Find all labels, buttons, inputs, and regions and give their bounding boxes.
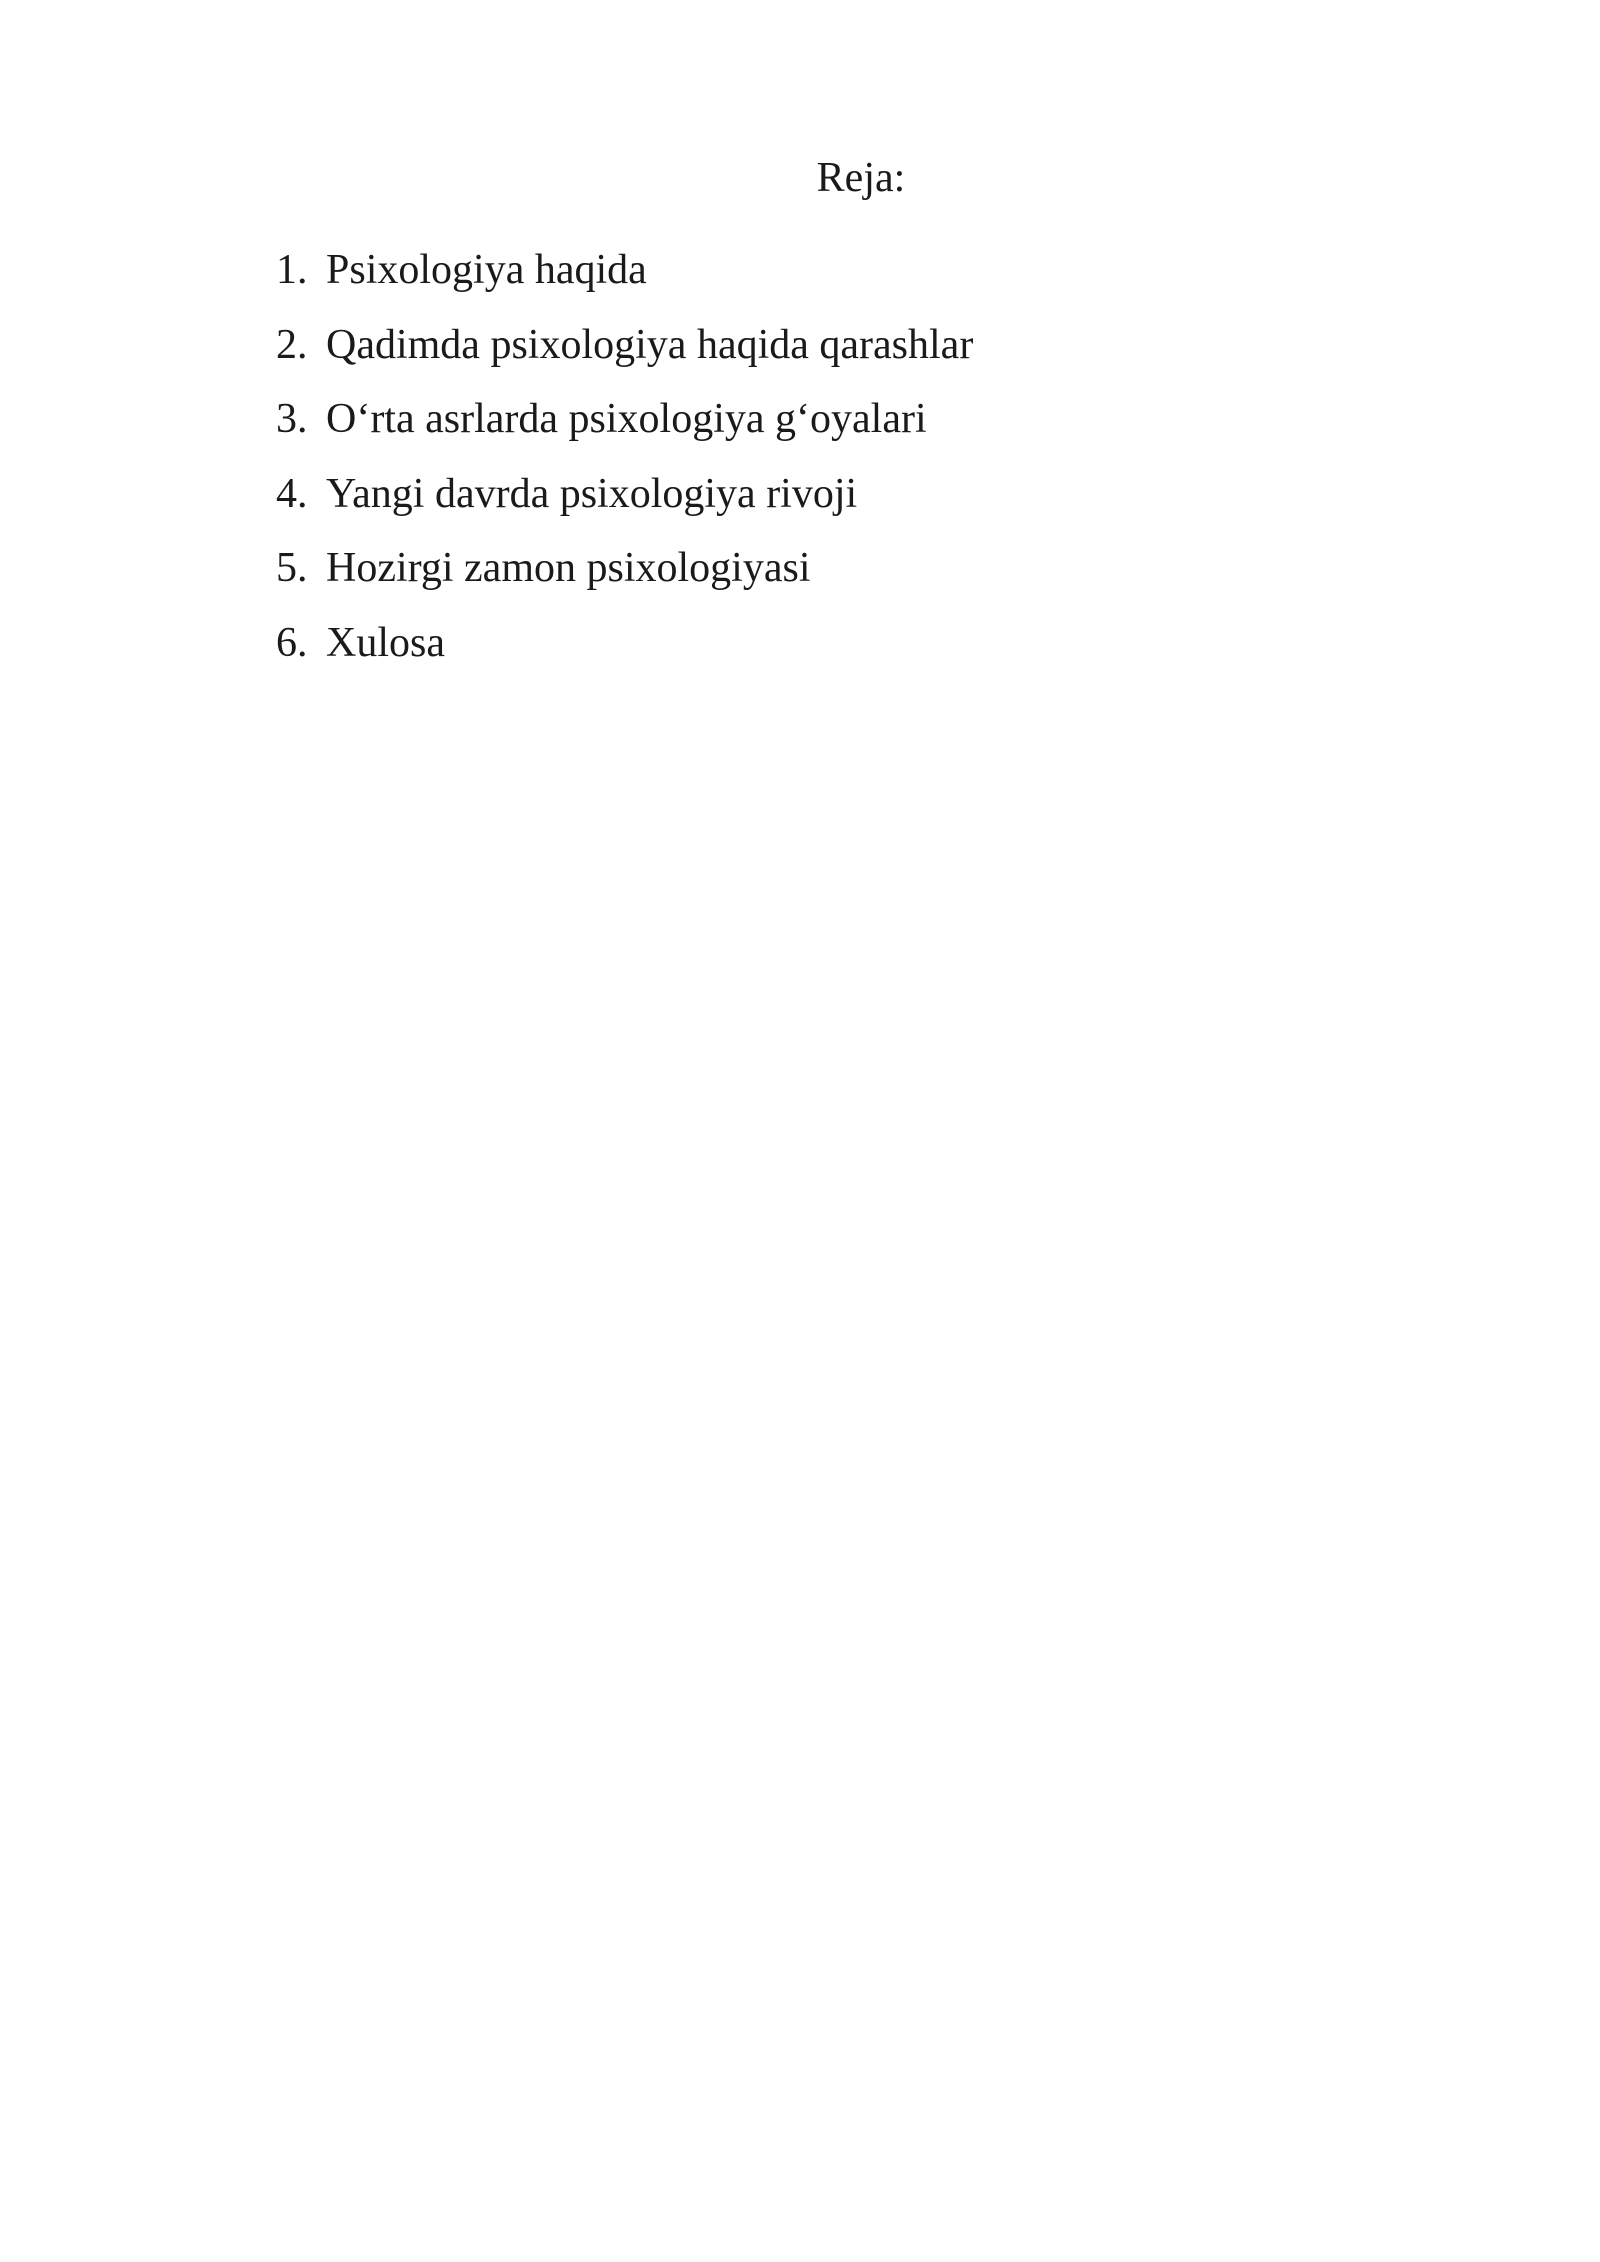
- list-item: [276, 470, 973, 545]
- list-item: [276, 619, 973, 694]
- list-item-text: Qadimda psixologiya haqida qarashlar: [326, 321, 974, 368]
- list-item: [276, 246, 973, 321]
- list-item-text: Psixologiya haqida: [326, 247, 647, 293]
- list-item-text: Yangi davrda psixologiya rivoji: [326, 470, 858, 517]
- list-item-number: 2.: [276, 321, 308, 368]
- list-item-number: 4.: [276, 470, 308, 517]
- list-item-number: 6.: [276, 619, 308, 666]
- plan-list: [276, 246, 973, 693]
- list-item-number: 5.: [276, 545, 308, 591]
- list-item: [276, 544, 973, 619]
- list-item-number: 3.: [276, 396, 308, 442]
- list-item: [276, 321, 973, 396]
- list-item: [276, 395, 973, 470]
- list-item-number: 1.: [276, 247, 308, 293]
- list-item-text: O‘rta asrlarda psixologiya g‘oyalari: [326, 396, 927, 442]
- list-item-text: Hozirgi zamon psixologiyasi: [326, 545, 811, 591]
- list-item-text: Xulosa: [326, 619, 445, 666]
- page-title: Reja:: [816, 155, 906, 201]
